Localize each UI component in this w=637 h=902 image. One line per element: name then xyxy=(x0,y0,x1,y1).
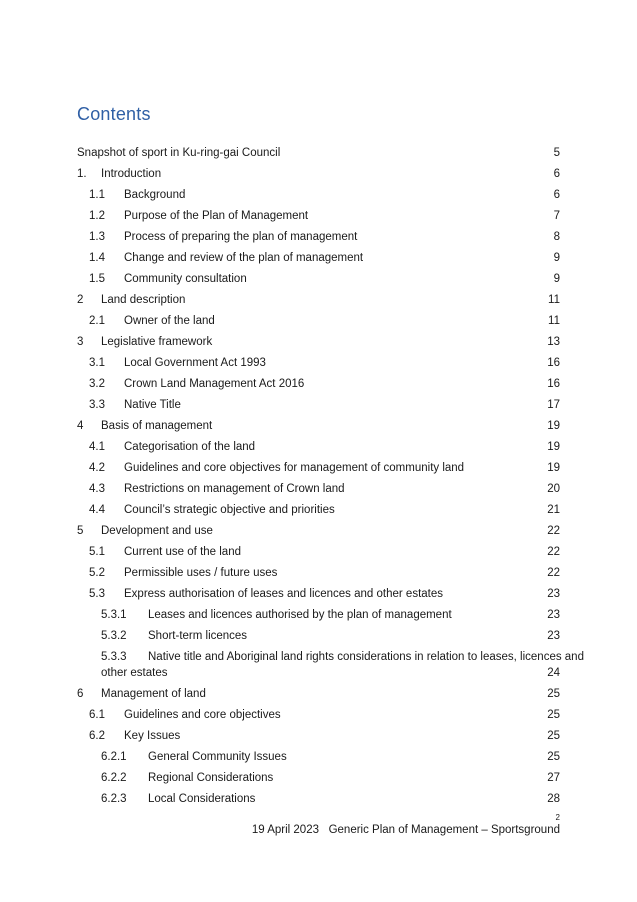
toc-entry-text: Native title and Aboriginal land rights considerations in relation to leases, licences and xyxy=(148,651,584,663)
toc-entry-text: Legislative framework xyxy=(101,336,213,348)
toc-entry-text: Guidelines and core objectives for management of community land xyxy=(124,462,465,474)
toc-entry-page: 19 xyxy=(547,462,560,474)
toc-entry-number: 4 xyxy=(77,420,84,432)
toc-entry-number: 3.3 xyxy=(89,399,105,411)
toc-entry[interactable] xyxy=(77,313,560,329)
toc-entry-text: Native Title xyxy=(124,399,181,411)
toc-entry[interactable] xyxy=(77,502,560,518)
toc-entry-page: 6 xyxy=(553,168,560,180)
toc-entry-number: 1.4 xyxy=(89,252,105,264)
toc-entry[interactable] xyxy=(77,565,560,581)
page-title: Contents xyxy=(77,104,151,124)
toc-entry-number: 6.2.1 xyxy=(101,751,127,763)
toc-entry-text: Permissible uses / future uses xyxy=(124,567,278,579)
toc-entry[interactable] xyxy=(77,544,560,560)
toc-entry[interactable] xyxy=(77,791,560,807)
toc-entry-page: 21 xyxy=(547,504,560,516)
toc-entry-text: Owner of the land xyxy=(124,315,215,327)
toc-entry-text: Local Considerations xyxy=(148,793,256,805)
toc-entry[interactable] xyxy=(77,250,560,266)
toc-entry[interactable] xyxy=(77,208,560,224)
toc-entry[interactable] xyxy=(77,481,560,497)
toc-entry[interactable] xyxy=(77,439,560,455)
toc-entry-text: Purpose of the Plan of Management xyxy=(124,210,309,222)
toc-entry[interactable] xyxy=(77,271,560,287)
toc-entry-page: 20 xyxy=(547,483,560,495)
toc-entry-number: 4.3 xyxy=(89,483,105,495)
toc-entry-page: 11 xyxy=(548,315,560,327)
toc-entry[interactable] xyxy=(77,707,560,723)
toc-entry-text: Management of land xyxy=(101,688,206,700)
toc-entry-page: 25 xyxy=(547,688,560,700)
toc-entry[interactable] xyxy=(77,649,584,665)
toc-entry-number: 1.1 xyxy=(89,189,105,201)
toc-entry-text-continued: other estates xyxy=(101,667,168,679)
toc-entry-page: 9 xyxy=(553,252,560,264)
toc-entry[interactable] xyxy=(77,166,560,182)
toc-entry[interactable] xyxy=(77,460,560,476)
toc-entry-text: Local Government Act 1993 xyxy=(124,357,266,369)
toc-entry-text: Categorisation of the land xyxy=(124,441,256,453)
toc-entry-number: 6.2.3 xyxy=(101,793,127,805)
toc-entry[interactable] xyxy=(77,229,560,245)
toc-entry-number: 5.1 xyxy=(89,546,105,558)
toc-entry-text: Change and review of the plan of management xyxy=(124,252,364,264)
toc-entry[interactable] xyxy=(77,397,560,413)
toc-entry-text: Snapshot of sport in Ku-ring-gai Council xyxy=(77,147,281,159)
toc-entry-page: 13 xyxy=(547,336,560,348)
toc-entry-number: 6 xyxy=(77,688,84,700)
toc-entry-text: General Community Issues xyxy=(148,751,287,763)
toc-entry-number: 5.3.2 xyxy=(101,630,127,642)
toc-entry[interactable] xyxy=(77,523,560,539)
toc-entry-text: Current use of the land xyxy=(124,546,241,558)
toc-entry-number: 3.1 xyxy=(89,357,105,369)
toc-entry-number: 6.1 xyxy=(89,709,105,721)
toc-entry-page: 7 xyxy=(553,210,560,222)
toc-entry[interactable] xyxy=(77,749,560,765)
toc-entry-page: 28 xyxy=(547,793,560,805)
toc-entry-number: 6.2 xyxy=(89,730,105,742)
toc-entry[interactable] xyxy=(77,376,560,392)
toc-entry-text: Background xyxy=(124,189,186,201)
toc-entry[interactable] xyxy=(77,292,560,308)
toc-entry-number: 1.2 xyxy=(89,210,105,222)
toc-entry-number: 5 xyxy=(77,525,84,537)
toc-entry-page: 23 xyxy=(547,588,560,600)
toc-entry-page: 22 xyxy=(547,567,560,579)
toc-entry-number: 1.3 xyxy=(89,231,105,243)
toc-entry-number: 1. xyxy=(77,168,87,180)
toc-entry[interactable] xyxy=(77,586,560,602)
toc-entry-number: 5.2 xyxy=(89,567,105,579)
toc-entry-number: 4.2 xyxy=(89,462,105,474)
toc-entry-number: 4.1 xyxy=(89,441,105,453)
toc-entry-text: Process of preparing the plan of management xyxy=(124,231,358,243)
toc-entry[interactable] xyxy=(77,770,560,786)
toc-entry[interactable] xyxy=(77,355,560,371)
toc-entry-number: 3.2 xyxy=(89,378,105,390)
toc-entry-page: 16 xyxy=(547,357,560,369)
toc-entry-text: Short-term licences xyxy=(148,630,248,642)
toc-entry[interactable] xyxy=(77,607,560,623)
toc-entry-text: Development and use xyxy=(101,525,213,537)
toc-entry-number: 5.3 xyxy=(89,588,105,600)
toc-entry-page: 27 xyxy=(547,772,560,784)
toc-entry-text: Guidelines and core objectives xyxy=(124,709,281,721)
toc-entry-continuation[interactable] xyxy=(77,665,560,681)
toc-entry-text: Crown Land Management Act 2016 xyxy=(124,378,305,390)
page-number: 2 xyxy=(555,813,560,822)
toc-entry-text: Land description xyxy=(101,294,186,306)
toc-entry-page: 23 xyxy=(547,609,560,621)
toc-entry-number: 6.2.2 xyxy=(101,772,127,784)
toc-entry-text: Introduction xyxy=(101,168,162,180)
toc-entry-page: 16 xyxy=(547,378,560,390)
toc-entry-page: 25 xyxy=(547,730,560,742)
footer-date: 19 April 2023 xyxy=(251,824,319,836)
toc-entry-number: 1.5 xyxy=(89,273,105,285)
toc-entry-page: 19 xyxy=(547,420,560,432)
toc-entry-page: 6 xyxy=(553,189,560,201)
toc-entry[interactable] xyxy=(77,418,560,434)
toc-entry-text: Basis of management xyxy=(101,420,213,432)
toc-entry-page: 19 xyxy=(547,441,560,453)
toc-entry-text: Council’s strategic objective and priorities xyxy=(124,504,335,516)
toc-entry-number: 4.4 xyxy=(89,504,105,516)
toc-entry-number: 2 xyxy=(77,294,84,306)
toc-entry-text: Regional Considerations xyxy=(148,772,274,784)
toc-entry-page: 5 xyxy=(553,147,560,159)
toc-entry[interactable] xyxy=(77,187,560,203)
toc-entry-text: Restrictions on management of Crown land xyxy=(124,483,345,495)
toc-entry-page: 22 xyxy=(547,546,560,558)
toc-entry[interactable] xyxy=(77,728,560,744)
toc-entry-number: 5.3.3 xyxy=(101,651,127,663)
toc-entry-page: 8 xyxy=(553,231,560,243)
toc-entry[interactable] xyxy=(77,628,560,644)
toc-entry-page: 25 xyxy=(547,751,560,763)
toc-entry-number: 3 xyxy=(77,336,84,348)
toc-entry-page: 17 xyxy=(547,399,560,411)
toc-entry-page: 24 xyxy=(547,667,560,679)
page-footer xyxy=(252,824,560,836)
toc-entry-number: 2.1 xyxy=(89,315,105,327)
footer-document-title: Generic Plan of Management – Sportsground xyxy=(328,824,560,836)
toc-entry[interactable] xyxy=(77,686,560,702)
toc-entry-text: Community consultation xyxy=(124,273,247,285)
toc-entry[interactable] xyxy=(77,145,560,161)
toc-entry-text: Express authorisation of leases and licences and other estates xyxy=(124,588,443,600)
toc-entry-page: 22 xyxy=(547,525,560,537)
toc-entry-page: 9 xyxy=(553,273,560,285)
toc-entry[interactable] xyxy=(77,334,560,350)
toc-entry-page: 25 xyxy=(547,709,560,721)
toc-entry-text: Leases and licences authorised by the plan of management xyxy=(148,609,452,621)
toc-entry-page: 23 xyxy=(547,630,560,642)
toc-entry-number: 5.3.1 xyxy=(101,609,127,621)
toc-entry-text: Key Issues xyxy=(124,730,181,742)
toc-entry-page: 11 xyxy=(548,294,560,306)
